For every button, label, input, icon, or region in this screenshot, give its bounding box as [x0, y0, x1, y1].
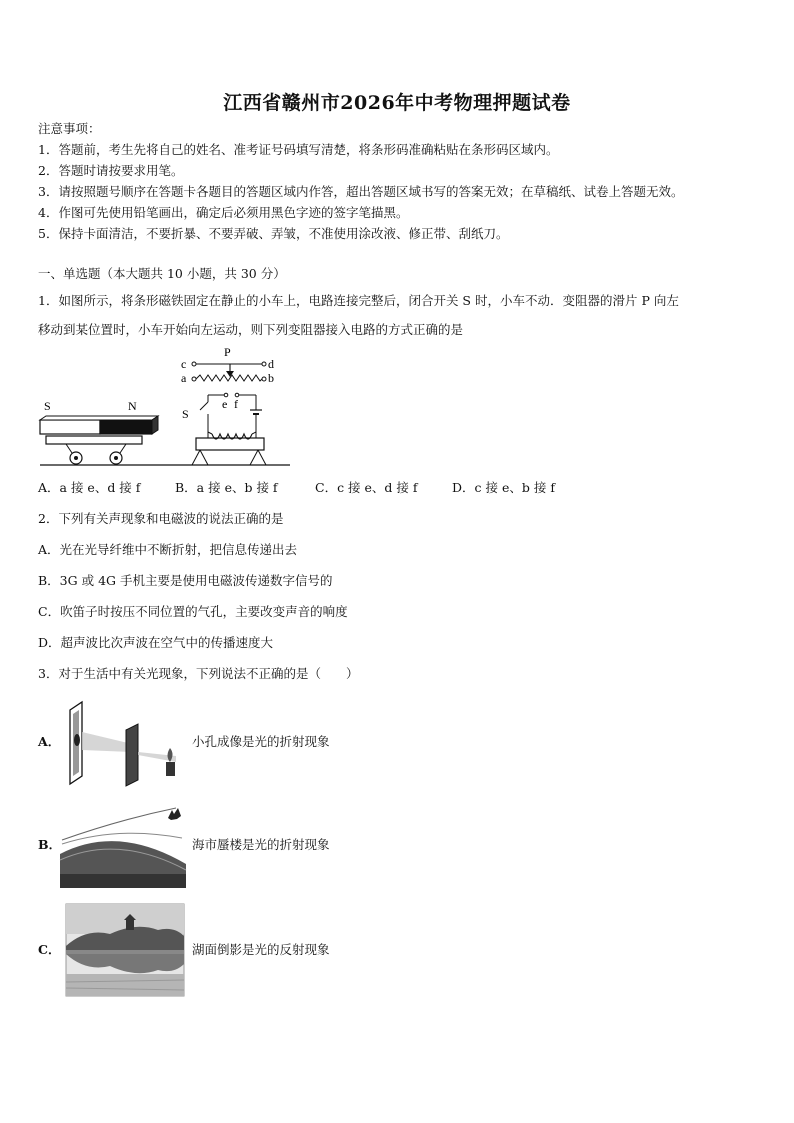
notice-heading: 注意事项： [38, 121, 101, 136]
terminal-f-label: f [234, 397, 238, 411]
lake-reflection-image [66, 904, 184, 996]
cart-body [46, 436, 142, 444]
q1-stem-line2: 移动到某位置时，小车开始向左运动，则下列变阻器接入电路的方式正确的是 [38, 322, 464, 337]
q3-stem: 3．对于生活中有关光现象，下列说法不正确的是（ ） [38, 666, 359, 681]
terminal-d-label: d [268, 357, 274, 371]
q2-option-b: B．3G 或 4G 手机主要是使用电磁波传递数字信号的 [38, 573, 333, 588]
pinhole-camera-image [66, 700, 186, 786]
terminal-a-label: a [181, 371, 187, 385]
mirage-image [58, 804, 190, 890]
q2-stem: 2．下列有关声现象和电磁波的说法正确的是 [38, 511, 284, 526]
q1-figure [36, 344, 296, 472]
section-heading: 一、单选题（本大题共 10 小题，共 30 分） [38, 266, 286, 281]
q3-option-b-text: 海市蜃楼是光的折射现象 [192, 837, 330, 852]
q1-stem-line1: 1．如图所示，将条形磁铁固定在静止的小车上，电路连接完整后，闭合开关 S 时，小车不动．变阻器的滑片 P 向左 [38, 293, 679, 308]
notice-item-4: 4．作图可先使用铅笔画出，确定后必须用黑色字迹的签字笔描黑。 [38, 205, 409, 220]
rheostat-coil [196, 375, 262, 381]
terminal-b-label: b [268, 371, 274, 385]
q1-option-b: B．a 接 e、b 接 f [175, 480, 278, 495]
slider-p-label: P [224, 345, 231, 359]
notice-item-3: 3．请按照题号顺序在答题卡各题目的答题区域内作答，超出答题区域书写的答案无效；在草稿纸、试卷上答题无效。 [38, 184, 684, 199]
q3-option-a-text: 小孔成像是光的折射现象 [192, 734, 330, 749]
page-title: 江西省赣州市2026年中考物理押题试卷 [223, 92, 571, 114]
q2-option-d: D．超声波比次声波在空气中的传播速度大 [38, 635, 274, 650]
q1-option-d: D．c 接 e、b 接 f [452, 480, 555, 495]
q1-option-c: C．c 接 e、d 接 f [315, 480, 418, 495]
q2-option-a: A．光在光导纤维中不断折射，把信息传递出去 [38, 542, 298, 557]
q1-option-a: A．a 接 e、d 接 f [38, 480, 141, 495]
q3-option-b-letter: B． [38, 837, 62, 852]
q3-option-c-letter: C． [38, 942, 61, 957]
terminal-c-label: c [181, 357, 187, 371]
terminal-e-label: e [222, 397, 228, 411]
switch-lever [200, 402, 208, 410]
notice-item-5: 5．保持卡面清洁，不要折暴、不要弄破、弄皱，不准使用涂改液、修正带、刮纸刀。 [38, 226, 509, 241]
solenoid-core [196, 438, 264, 450]
magnet-n-label: N [128, 399, 137, 413]
bar-magnet-n-half [100, 420, 152, 434]
switch-s-label: S [182, 407, 189, 421]
bar-magnet-s-half [40, 420, 100, 434]
q3-option-c-text: 湖面倒影是光的反射现象 [192, 942, 330, 957]
q2-option-c: C．吹笛子时按压不同位置的气孔，主要改变声音的响度 [38, 604, 348, 619]
magnet-s-label: S [44, 399, 51, 413]
notice-item-2: 2．答题时请按要求用笔。 [38, 163, 184, 178]
q3-option-a-letter: A． [38, 734, 61, 749]
notice-item-1: 1．答题前，考生先将自己的姓名、准考证号码填写清楚，将条形码准确粘贴在条形码区域内。 [38, 142, 559, 157]
